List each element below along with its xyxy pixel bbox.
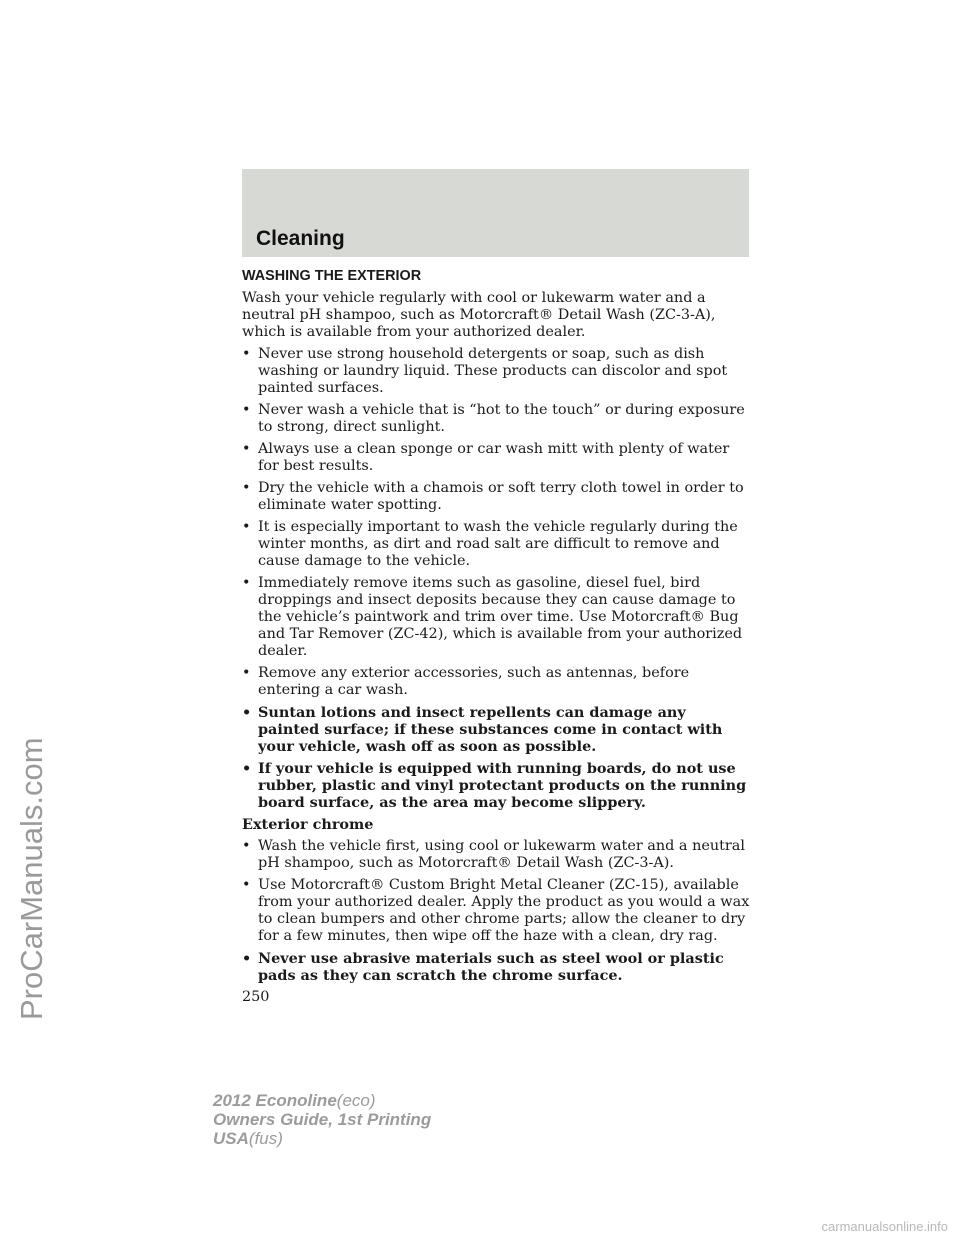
chrome-bullet-list [242, 838, 750, 984]
exterior-chrome-heading: Exterior chrome [242, 816, 374, 833]
intro-paragraph: Wash your vehicle regularly with cool or lukewarm water and a neutral pH shampoo, such as Motorcraft® Detail Wash (ZC-3-A), which is available from your authorized dealer. [242, 290, 716, 340]
footer-market-code: (fus) [248, 1129, 283, 1148]
list-item: • Dry the vehicle with a chamois or soft terry cloth towel in order to eliminate water spotting. [242, 480, 750, 514]
footer-market: USA [213, 1129, 249, 1148]
page-number: 250 [242, 989, 270, 1005]
list-item: • Wash the vehicle first, using cool or lukewarm water and a neutral pH shampoo, such as Motorcraft® Detail Wash (ZC-3-A). [242, 838, 750, 872]
warning-list-item: • Suntan lotions and insect repellents can damage any painted surface; if these substances come in contact with your vehicle, wash off as soon as possible. [242, 704, 750, 755]
washing-bullet-list [242, 346, 750, 811]
footer-printing: Owners Guide, 1st Printing [213, 1110, 432, 1129]
site-watermark: carmanualsonline.info [821, 1219, 948, 1234]
section-title: Cleaning [256, 227, 345, 250]
list-item: • Never wash a vehicle that is “hot to the touch” or during exposure to strong, direct sunlight. [242, 402, 750, 436]
list-item: • Never use strong household detergents or soap, such as dish washing or laundry liquid. These products can discolor and spot painted surfaces. [242, 346, 750, 397]
warning-list-item: • Never use abrasive materials such as steel wool or plastic pads as they can scratch the chrome surface. [242, 950, 750, 984]
document-footer [213, 1091, 431, 1148]
footer-model: 2012 Econoline [213, 1091, 337, 1110]
section-header-band [242, 169, 749, 257]
page-content [242, 268, 750, 1006]
footer-model-code: (eco) [336, 1091, 376, 1110]
list-item: • Immediately remove items such as gasoline, diesel fuel, bird droppings and insect deposits because they can cause damage to the vehicle’s paintwork and trim over time. Use Motorcraft® Bug and Tar Remover (ZC-42), which is available from your authorized dealer. [242, 575, 750, 660]
list-item: • Use Motorcraft® Custom Bright Metal Cleaner (ZC-15), available from your authorized dealer. Apply the product as you would a wax to clean bumpers and other chrome parts; allow the cleaner to dry for a few minutes, then wipe off the haze with a clean, dry rag. [242, 877, 750, 945]
page-heading: WASHING THE EXTERIOR [242, 268, 422, 284]
warning-list-item: • If your vehicle is equipped with running boards, do not use rubber, plastic and vinyl protectant products on the running board surface, as the area may become slippery. [242, 760, 750, 811]
list-item: • It is especially important to wash the vehicle regularly during the winter months, as dirt and road salt are difficult to remove and cause damage to the vehicle. [242, 519, 750, 570]
list-item: • Remove any exterior accessories, such as antennas, before entering a car wash. [242, 665, 750, 699]
side-watermark: ProCarManuals.com [14, 737, 49, 1020]
list-item: • Always use a clean sponge or car wash mitt with plenty of water for best results. [242, 441, 750, 475]
